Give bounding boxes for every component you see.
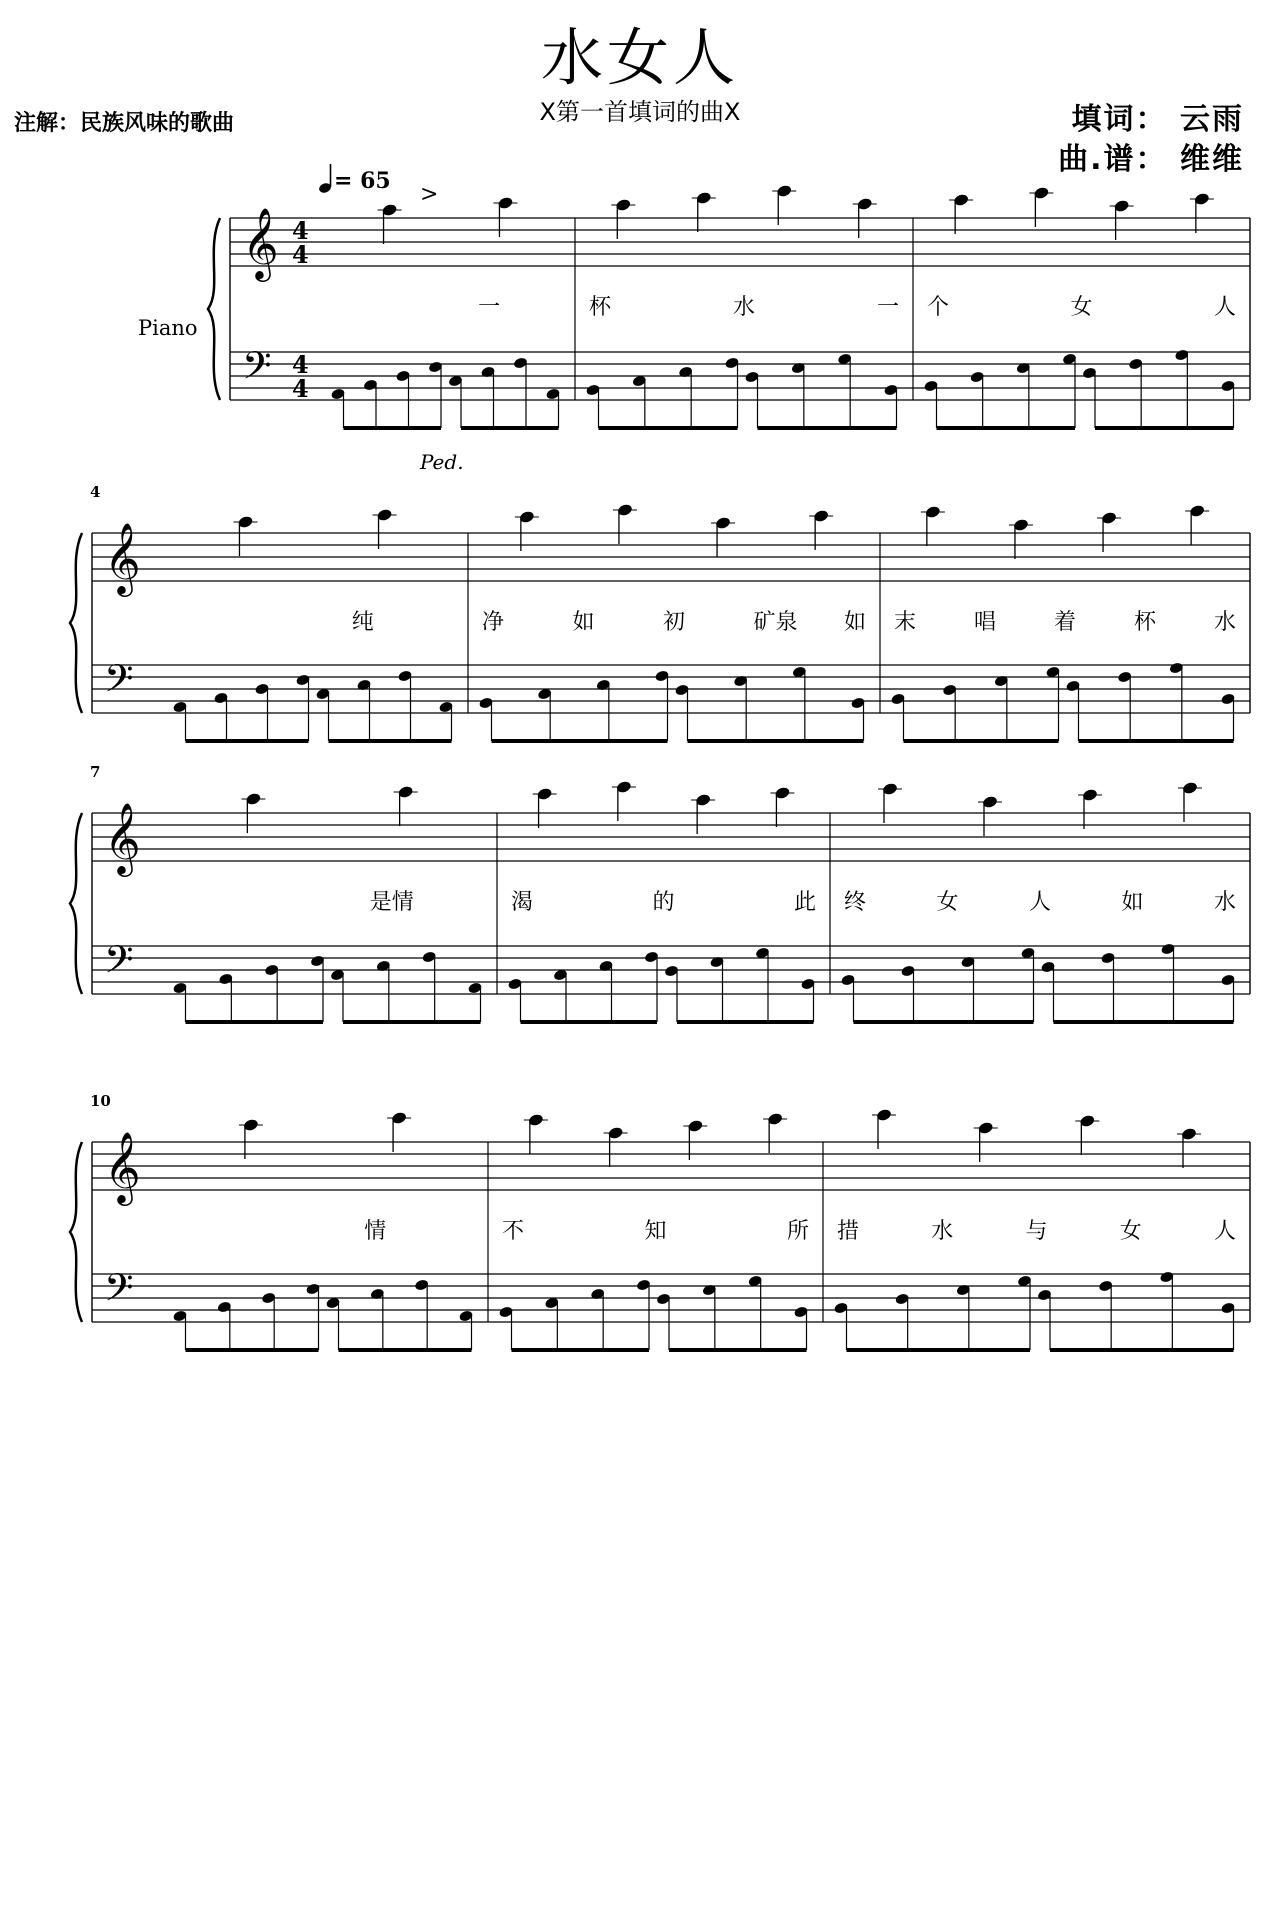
lyric-syllable: 渴 [511, 890, 534, 915]
lyric-syllable: 着 [1054, 610, 1077, 635]
treble-clef-icon: 𝄞 [104, 801, 141, 874]
treble-clef-icon: 𝄞 [104, 1130, 141, 1203]
composer-credit: 曲.谱： 维维 [1058, 142, 1244, 177]
lyric-syllable: 个 [927, 295, 950, 320]
accent-mark: > [420, 182, 439, 207]
system-brace [70, 533, 82, 713]
lyric-syllable: 人 [1214, 295, 1237, 320]
lyric-syllable: 女 [1119, 1219, 1142, 1244]
lyric-syllable: 不 [502, 1219, 525, 1244]
lyric-syllable: 如 [844, 610, 867, 635]
system-brace [70, 1142, 82, 1322]
bass-time-signature-bottom: 4 [292, 374, 309, 403]
lyric-syllable: 杯 [1134, 610, 1157, 635]
lyric-syllable: 纯 [351, 610, 374, 635]
lyric-syllable: 女 [936, 890, 959, 915]
song-subtitle: X第一首填词的曲X [539, 98, 741, 126]
lyric-syllable: 女 [1070, 295, 1093, 320]
lyric-syllable: 水 [1214, 610, 1237, 635]
lyric-syllable: 杯 [589, 295, 612, 320]
lyric-syllable: 知 [644, 1219, 667, 1244]
bass-clef-icon: 𝄢 [104, 1265, 134, 1319]
lyricist-credit: 填词： 云雨 [1071, 102, 1244, 137]
lyric-syllable: 如 [572, 610, 595, 635]
song-title: 水女人 [540, 21, 739, 94]
lyric-syllable: 与 [1025, 1219, 1048, 1244]
lyric-syllable: 初 [663, 610, 686, 635]
lyric-syllable: 末 [894, 610, 917, 635]
lyric-syllable: 如 [1121, 890, 1144, 915]
lyric-syllable: 一 [478, 295, 501, 320]
system-brace [70, 813, 82, 994]
lyric-syllable: 是情 [369, 890, 414, 915]
lyric-syllable: 唱 [974, 610, 997, 635]
bass-clef-icon: 𝄢 [104, 656, 134, 710]
lyric-syllable: 一 [877, 295, 900, 320]
lyric-syllable: 人 [1029, 890, 1052, 915]
lyric-syllable: 矿泉 [753, 610, 798, 635]
treble-clef-icon: 𝄞 [104, 521, 141, 594]
bass-clef-icon: 𝄢 [104, 937, 134, 991]
bass-clef-icon: 𝄢 [242, 343, 272, 397]
measure-number: 7 [90, 763, 101, 781]
measure-number: 10 [90, 1092, 111, 1110]
treble-clef-icon: 𝄞 [242, 206, 279, 279]
lyric-syllable: 水 [1214, 890, 1237, 915]
lyric-syllable: 的 [652, 890, 675, 915]
style-note: 注解：民族风味的歌曲 [14, 111, 235, 136]
lyric-syllable: 水 [931, 1219, 954, 1244]
bass-time-signature-top: 4 [292, 350, 309, 379]
lyric-syllable: 此 [794, 890, 817, 915]
lyric-syllable: 水 [733, 295, 756, 320]
tempo-value: = 65 [334, 168, 391, 194]
lyric-syllable: 人 [1214, 1219, 1237, 1244]
lyric-syllable: 情 [364, 1219, 387, 1244]
measure-number: 4 [90, 483, 101, 501]
pedal-marking: Ped. [420, 450, 464, 474]
treble-time-signature-bottom: 4 [292, 240, 309, 269]
treble-time-signature-top: 4 [292, 216, 309, 245]
lyric-syllable: 措 [837, 1219, 860, 1244]
lyric-syllable: 终 [844, 890, 867, 915]
lyric-syllable: 净 [482, 610, 505, 635]
instrument-name: Piano [138, 316, 198, 340]
system-brace [208, 218, 220, 400]
lyric-syllable: 所 [787, 1219, 810, 1244]
